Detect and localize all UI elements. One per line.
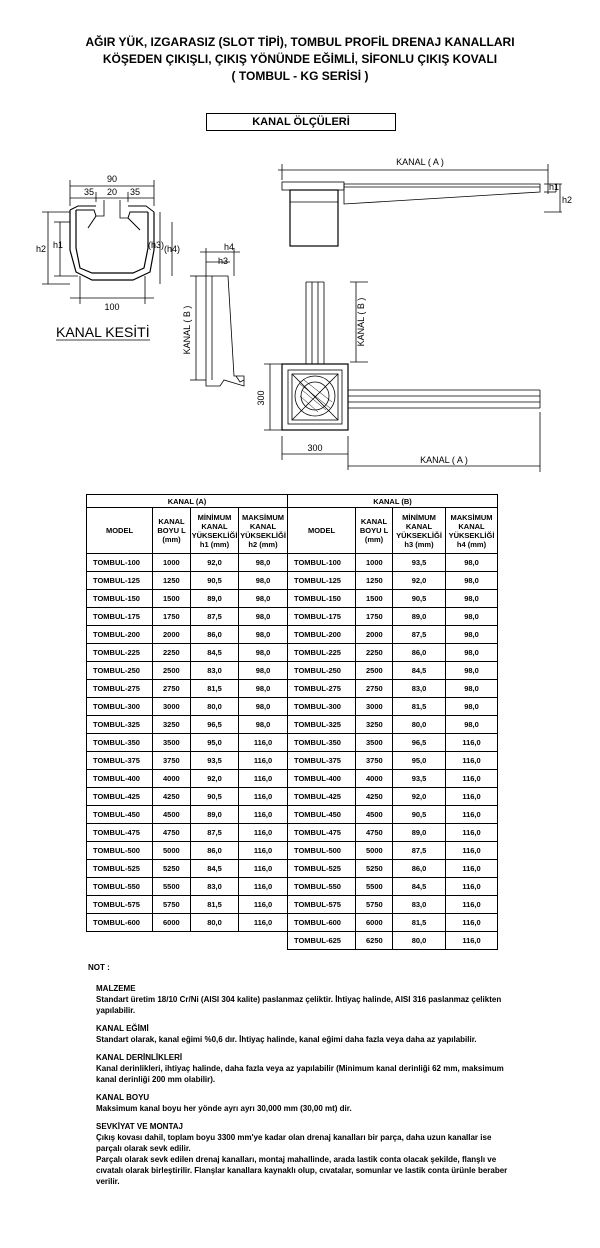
note-heading: KANAL BOYU bbox=[96, 1093, 150, 1102]
max-height-cell: 98,0 bbox=[446, 644, 498, 662]
min-height-cell: 90,5 bbox=[393, 806, 446, 824]
table-row bbox=[87, 608, 498, 626]
length-cell: 5500 bbox=[356, 878, 393, 896]
note-heading: MALZEME bbox=[96, 984, 136, 993]
length-cell: 4250 bbox=[356, 788, 393, 806]
technical-drawing bbox=[0, 140, 600, 480]
table-row bbox=[87, 698, 498, 716]
min-height-cell: 93,5 bbox=[191, 752, 239, 770]
model-cell: TOMBUL-175 bbox=[87, 608, 153, 626]
channel-cross-section bbox=[70, 200, 154, 280]
table-row bbox=[87, 770, 498, 788]
min-height-cell: 89,0 bbox=[393, 824, 446, 842]
note-body: Standart olarak, kanal eğimi %0,6 dır. İhtiyaç halinde, kanal eğimi daha fazla veya daha az yapılabilir. bbox=[96, 1035, 477, 1044]
max-height-cell: 98,0 bbox=[239, 680, 288, 698]
empty-cell bbox=[153, 932, 191, 950]
max-height-cell: 116,0 bbox=[446, 734, 498, 752]
min-height-cell: 83,0 bbox=[393, 680, 446, 698]
empty-cell bbox=[239, 932, 288, 950]
dim-35b-label: 35 bbox=[129, 187, 141, 197]
min-height-cell: 81,5 bbox=[393, 698, 446, 716]
note-body: Kanal derinlikleri, ihtiyaç halinde, daha fazla veya az yapılabilir (Minimum kanal derinliği 62 mm, maksimum kanal derinliği 200 mm olabilir). bbox=[96, 1064, 504, 1084]
model-cell: TOMBUL-300 bbox=[87, 698, 153, 716]
model-cell: TOMBUL-375 bbox=[288, 752, 356, 770]
length-cell: 5000 bbox=[153, 842, 191, 860]
model-cell: TOMBUL-625 bbox=[288, 932, 356, 950]
note-depth bbox=[96, 1052, 508, 1085]
dim-300-horizontal-label: 300 bbox=[307, 443, 323, 453]
note-heading: KANAL DERİNLİKLERİ bbox=[96, 1053, 183, 1062]
length-cell: 5750 bbox=[153, 896, 191, 914]
model-cell: TOMBUL-225 bbox=[87, 644, 153, 662]
max-height-cell: 116,0 bbox=[446, 824, 498, 842]
model-cell: TOMBUL-575 bbox=[288, 896, 356, 914]
note-body: Çıkış kovası dahil, toplam boyu 3300 mm'ye kadar olan drenaj kanalları bir parça, daha uzun kanallar ise parçalı olarak sevk edilir. bbox=[96, 1133, 492, 1153]
max-height-cell: 116,0 bbox=[446, 932, 498, 950]
model-cell: TOMBUL-300 bbox=[288, 698, 356, 716]
h4p-label: (h4) bbox=[164, 244, 181, 254]
col-min-height-a: MİNİMUM KANAL YÜKSEKLİĞİ h1 (mm) bbox=[191, 508, 239, 554]
length-cell: 2000 bbox=[153, 626, 191, 644]
length-cell: 4000 bbox=[153, 770, 191, 788]
min-height-cell: 93,5 bbox=[393, 554, 446, 572]
empty-cell bbox=[191, 932, 239, 950]
document-title bbox=[0, 34, 600, 85]
model-cell: TOMBUL-550 bbox=[288, 878, 356, 896]
table-row bbox=[87, 626, 498, 644]
note-material bbox=[96, 983, 508, 1016]
kanal-a-plan-label: KANAL ( A ) bbox=[420, 455, 468, 465]
max-height-cell: 98,0 bbox=[446, 626, 498, 644]
length-cell: 3000 bbox=[356, 698, 393, 716]
min-height-cell: 96,5 bbox=[191, 716, 239, 734]
min-height-cell: 81,5 bbox=[393, 914, 446, 932]
h3p-label: (h3) bbox=[148, 240, 165, 250]
table-row bbox=[87, 878, 498, 896]
dim-35a-label: 35 bbox=[83, 187, 95, 197]
min-height-cell: 80,0 bbox=[393, 716, 446, 734]
max-height-cell: 116,0 bbox=[239, 806, 288, 824]
model-cell: TOMBUL-500 bbox=[288, 842, 356, 860]
max-height-cell: 116,0 bbox=[446, 788, 498, 806]
table-row bbox=[87, 860, 498, 878]
min-height-cell: 86,0 bbox=[191, 626, 239, 644]
max-height-cell: 116,0 bbox=[446, 842, 498, 860]
col-model-a: MODEL bbox=[87, 508, 153, 554]
table-row bbox=[87, 590, 498, 608]
length-cell: 6000 bbox=[356, 914, 393, 932]
table-row bbox=[87, 824, 498, 842]
table-row bbox=[87, 914, 498, 932]
max-height-cell: 116,0 bbox=[446, 896, 498, 914]
min-height-cell: 87,5 bbox=[191, 824, 239, 842]
model-cell: TOMBUL-375 bbox=[87, 752, 153, 770]
min-height-cell: 93,5 bbox=[393, 770, 446, 788]
length-cell: 6250 bbox=[356, 932, 393, 950]
min-height-cell: 90,5 bbox=[191, 572, 239, 590]
length-cell: 1750 bbox=[153, 608, 191, 626]
min-height-cell: 84,5 bbox=[191, 860, 239, 878]
min-height-cell: 92,0 bbox=[393, 572, 446, 590]
col-min-height-b: MİNİMUM KANAL YÜKSEKLİĞİ h3 (mm) bbox=[393, 508, 446, 554]
min-height-cell: 90,5 bbox=[191, 788, 239, 806]
table-row bbox=[87, 572, 498, 590]
model-cell: TOMBUL-275 bbox=[288, 680, 356, 698]
dim-300-vertical-label: 300 bbox=[256, 390, 266, 406]
max-height-cell: 98,0 bbox=[446, 554, 498, 572]
max-height-cell: 116,0 bbox=[239, 734, 288, 752]
model-cell: TOMBUL-400 bbox=[87, 770, 153, 788]
max-height-cell: 116,0 bbox=[239, 788, 288, 806]
length-cell: 1000 bbox=[153, 554, 191, 572]
min-height-cell: 80,0 bbox=[191, 914, 239, 932]
note-heading: SEVKİYAT VE MONTAJ bbox=[96, 1122, 183, 1131]
length-cell: 3250 bbox=[356, 716, 393, 734]
note-body: Maksimum kanal boyu her yönde ayrı ayrı 30,000 mm (30,00 mt) dir. bbox=[96, 1104, 352, 1113]
min-height-cell: 84,5 bbox=[393, 878, 446, 896]
section-title: KANAL ÖLÇÜLERİ bbox=[206, 113, 396, 131]
model-cell: TOMBUL-200 bbox=[87, 626, 153, 644]
model-cell: TOMBUL-250 bbox=[87, 662, 153, 680]
length-cell: 4750 bbox=[356, 824, 393, 842]
max-height-cell: 98,0 bbox=[239, 590, 288, 608]
max-height-cell: 98,0 bbox=[239, 644, 288, 662]
dim-100-label: 100 bbox=[104, 302, 120, 312]
length-cell: 5750 bbox=[356, 896, 393, 914]
model-cell: TOMBUL-250 bbox=[288, 662, 356, 680]
length-cell: 1500 bbox=[153, 590, 191, 608]
min-height-cell: 83,0 bbox=[191, 662, 239, 680]
group-header-a: KANAL (A) bbox=[87, 495, 288, 508]
dim-90-label: 90 bbox=[106, 174, 118, 184]
model-cell: TOMBUL-350 bbox=[87, 734, 153, 752]
model-cell: TOMBUL-400 bbox=[288, 770, 356, 788]
kanal-a-top-label: KANAL ( A ) bbox=[396, 157, 444, 167]
max-height-cell: 116,0 bbox=[239, 770, 288, 788]
min-height-cell: 80,0 bbox=[393, 932, 446, 950]
length-cell: 5500 bbox=[153, 878, 191, 896]
length-cell: 1250 bbox=[356, 572, 393, 590]
h4-side-label: h4 bbox=[224, 242, 235, 252]
model-cell: TOMBUL-550 bbox=[87, 878, 153, 896]
model-cell: TOMBUL-150 bbox=[288, 590, 356, 608]
min-height-cell: 80,0 bbox=[191, 698, 239, 716]
channel-a-side-view bbox=[282, 182, 540, 246]
table-row bbox=[87, 788, 498, 806]
note-slope bbox=[96, 1023, 508, 1045]
min-height-cell: 95,0 bbox=[191, 734, 239, 752]
table-row bbox=[87, 734, 498, 752]
max-height-cell: 98,0 bbox=[239, 716, 288, 734]
h2-label: h2 bbox=[36, 244, 47, 254]
model-cell: TOMBUL-425 bbox=[288, 788, 356, 806]
min-height-cell: 89,0 bbox=[393, 608, 446, 626]
max-height-cell: 116,0 bbox=[446, 770, 498, 788]
model-cell: TOMBUL-225 bbox=[288, 644, 356, 662]
length-cell: 1750 bbox=[356, 608, 393, 626]
kanal-b-side-label: KANAL ( B ) bbox=[182, 305, 192, 355]
min-height-cell: 89,0 bbox=[191, 590, 239, 608]
min-height-cell: 86,0 bbox=[191, 842, 239, 860]
max-height-cell: 98,0 bbox=[446, 698, 498, 716]
max-height-cell: 116,0 bbox=[239, 914, 288, 932]
model-cell: TOMBUL-175 bbox=[288, 608, 356, 626]
length-cell: 1250 bbox=[153, 572, 191, 590]
min-height-cell: 84,5 bbox=[393, 662, 446, 680]
table-row bbox=[87, 644, 498, 662]
min-height-cell: 92,0 bbox=[191, 554, 239, 572]
spec-table bbox=[86, 494, 498, 950]
length-cell: 3750 bbox=[356, 752, 393, 770]
h1-label: h1 bbox=[53, 240, 64, 250]
table-row bbox=[87, 554, 498, 572]
table-row bbox=[87, 680, 498, 698]
length-cell: 4250 bbox=[153, 788, 191, 806]
length-cell: 5250 bbox=[153, 860, 191, 878]
min-height-cell: 81,5 bbox=[191, 896, 239, 914]
note-shipping bbox=[96, 1121, 508, 1187]
table-row bbox=[87, 752, 498, 770]
length-cell: 3250 bbox=[153, 716, 191, 734]
kanal-b-plan-label: KANAL ( B ) bbox=[356, 297, 366, 347]
model-cell: TOMBUL-425 bbox=[87, 788, 153, 806]
model-cell: TOMBUL-125 bbox=[288, 572, 356, 590]
plan-view bbox=[282, 282, 540, 430]
note-length bbox=[96, 1092, 508, 1114]
length-cell: 2750 bbox=[153, 680, 191, 698]
length-cell: 3500 bbox=[356, 734, 393, 752]
note-body: Standart üretim 18/10 Cr/Ni (AISI 304 kalite) paslanmaz çeliktir. İhtiyaç halinde, AISI 316 paslanmaz çelikten yapılabilir. bbox=[96, 995, 502, 1015]
model-cell: TOMBUL-200 bbox=[288, 626, 356, 644]
notes bbox=[88, 962, 508, 1194]
empty-cell bbox=[87, 932, 153, 950]
col-max-height-a: MAKSİMUM KANAL YÜKSEKLİĞİ h2 (mm) bbox=[239, 508, 288, 554]
max-height-cell: 98,0 bbox=[239, 662, 288, 680]
max-height-cell: 98,0 bbox=[239, 554, 288, 572]
model-cell: TOMBUL-525 bbox=[87, 860, 153, 878]
h1-right-label: h1 bbox=[549, 182, 560, 192]
model-cell: TOMBUL-525 bbox=[288, 860, 356, 878]
title-line-3: ( TOMBUL - KG SERİSİ ) bbox=[231, 69, 369, 83]
table-row bbox=[87, 896, 498, 914]
min-height-cell: 86,0 bbox=[393, 860, 446, 878]
length-cell: 2250 bbox=[153, 644, 191, 662]
model-cell: TOMBUL-350 bbox=[288, 734, 356, 752]
max-height-cell: 98,0 bbox=[239, 572, 288, 590]
model-cell: TOMBUL-450 bbox=[87, 806, 153, 824]
length-cell: 3000 bbox=[153, 698, 191, 716]
length-cell: 5000 bbox=[356, 842, 393, 860]
max-height-cell: 116,0 bbox=[239, 860, 288, 878]
max-height-cell: 116,0 bbox=[446, 878, 498, 896]
max-height-cell: 116,0 bbox=[446, 860, 498, 878]
table-row bbox=[87, 662, 498, 680]
max-height-cell: 116,0 bbox=[239, 824, 288, 842]
spec-table-body bbox=[87, 554, 498, 950]
note-heading: KANAL EĞİMİ bbox=[96, 1024, 149, 1033]
min-height-cell: 87,5 bbox=[393, 842, 446, 860]
model-cell: TOMBUL-150 bbox=[87, 590, 153, 608]
title-line-2: KÖŞEDEN ÇIKIŞLI, ÇIKIŞ YÖNÜNDE EĞİMLİ, SİFONLU ÇIKIŞ KOVALI bbox=[102, 52, 498, 66]
model-cell: TOMBUL-100 bbox=[87, 554, 153, 572]
table-row bbox=[87, 842, 498, 860]
length-cell: 5250 bbox=[356, 860, 393, 878]
min-height-cell: 96,5 bbox=[393, 734, 446, 752]
length-cell: 6000 bbox=[153, 914, 191, 932]
length-cell: 4500 bbox=[153, 806, 191, 824]
model-cell: TOMBUL-600 bbox=[288, 914, 356, 932]
max-height-cell: 98,0 bbox=[446, 608, 498, 626]
length-cell: 2000 bbox=[356, 626, 393, 644]
length-cell: 1500 bbox=[356, 590, 393, 608]
min-height-cell: 83,0 bbox=[191, 878, 239, 896]
length-cell: 3500 bbox=[153, 734, 191, 752]
dim-20-label: 20 bbox=[106, 187, 118, 197]
model-cell: TOMBUL-600 bbox=[87, 914, 153, 932]
max-height-cell: 98,0 bbox=[239, 698, 288, 716]
model-cell: TOMBUL-100 bbox=[288, 554, 356, 572]
model-cell: TOMBUL-450 bbox=[288, 806, 356, 824]
max-height-cell: 116,0 bbox=[446, 914, 498, 932]
min-height-cell: 87,5 bbox=[393, 626, 446, 644]
h2-right-label: h2 bbox=[562, 195, 573, 205]
max-height-cell: 116,0 bbox=[239, 878, 288, 896]
length-cell: 3750 bbox=[153, 752, 191, 770]
min-height-cell: 86,0 bbox=[393, 644, 446, 662]
max-height-cell: 98,0 bbox=[446, 590, 498, 608]
min-height-cell: 95,0 bbox=[393, 752, 446, 770]
min-height-cell: 81,5 bbox=[191, 680, 239, 698]
col-length-b: KANAL BOYU L (mm) bbox=[356, 508, 393, 554]
notes-label: NOT : bbox=[88, 963, 110, 972]
length-cell: 2750 bbox=[356, 680, 393, 698]
max-height-cell: 98,0 bbox=[446, 716, 498, 734]
min-height-cell: 92,0 bbox=[191, 770, 239, 788]
length-cell: 2500 bbox=[356, 662, 393, 680]
group-header-b: KANAL (B) bbox=[288, 495, 498, 508]
channel-b-side-view bbox=[206, 276, 244, 386]
col-model-b: MODEL bbox=[288, 508, 356, 554]
min-height-cell: 90,5 bbox=[393, 590, 446, 608]
max-height-cell: 98,0 bbox=[446, 572, 498, 590]
model-cell: TOMBUL-275 bbox=[87, 680, 153, 698]
max-height-cell: 98,0 bbox=[446, 662, 498, 680]
section-view-label: KANAL KESİTİ bbox=[56, 324, 150, 340]
col-max-height-b: MAKSİMUM KANAL YÜKSEKLİĞİ h4 (mm) bbox=[446, 508, 498, 554]
length-cell: 4500 bbox=[356, 806, 393, 824]
table-row bbox=[87, 932, 498, 950]
model-cell: TOMBUL-475 bbox=[87, 824, 153, 842]
max-height-cell: 116,0 bbox=[239, 752, 288, 770]
min-height-cell: 83,0 bbox=[393, 896, 446, 914]
model-cell: TOMBUL-325 bbox=[288, 716, 356, 734]
model-cell: TOMBUL-325 bbox=[87, 716, 153, 734]
note-body-2: Parçalı olarak sevk edilen drenaj kanalları, montaj mahallinde, arada lastik conta olacak şekilde, flanşlı ve cıvatalı olarak birleştirilir. Flanşlar kanallara kaynaklı olup, cıvatalar, somunlar ve lastik conta ürünle beraber verilir. bbox=[96, 1155, 508, 1186]
length-cell: 2500 bbox=[153, 662, 191, 680]
model-cell: TOMBUL-125 bbox=[87, 572, 153, 590]
max-height-cell: 116,0 bbox=[239, 842, 288, 860]
max-height-cell: 116,0 bbox=[446, 752, 498, 770]
length-cell: 4750 bbox=[153, 824, 191, 842]
max-height-cell: 98,0 bbox=[239, 608, 288, 626]
length-cell: 1000 bbox=[356, 554, 393, 572]
max-height-cell: 116,0 bbox=[239, 896, 288, 914]
max-height-cell: 116,0 bbox=[446, 806, 498, 824]
model-cell: TOMBUL-475 bbox=[288, 824, 356, 842]
table-row bbox=[87, 716, 498, 734]
model-cell: TOMBUL-500 bbox=[87, 842, 153, 860]
max-height-cell: 98,0 bbox=[446, 680, 498, 698]
table-row bbox=[87, 806, 498, 824]
col-length-a: KANAL BOYU L (mm) bbox=[153, 508, 191, 554]
h3-side-label: h3 bbox=[218, 256, 229, 266]
model-cell: TOMBUL-575 bbox=[87, 896, 153, 914]
min-height-cell: 87,5 bbox=[191, 608, 239, 626]
length-cell: 2250 bbox=[356, 644, 393, 662]
title-line-1: AĞIR YÜK, IZGARASIZ (SLOT TİPİ), TOMBUL PROFİL DRENAJ KANALLARI bbox=[85, 35, 515, 49]
min-height-cell: 84,5 bbox=[191, 644, 239, 662]
max-height-cell: 98,0 bbox=[239, 626, 288, 644]
min-height-cell: 89,0 bbox=[191, 806, 239, 824]
length-cell: 4000 bbox=[356, 770, 393, 788]
min-height-cell: 92,0 bbox=[393, 788, 446, 806]
